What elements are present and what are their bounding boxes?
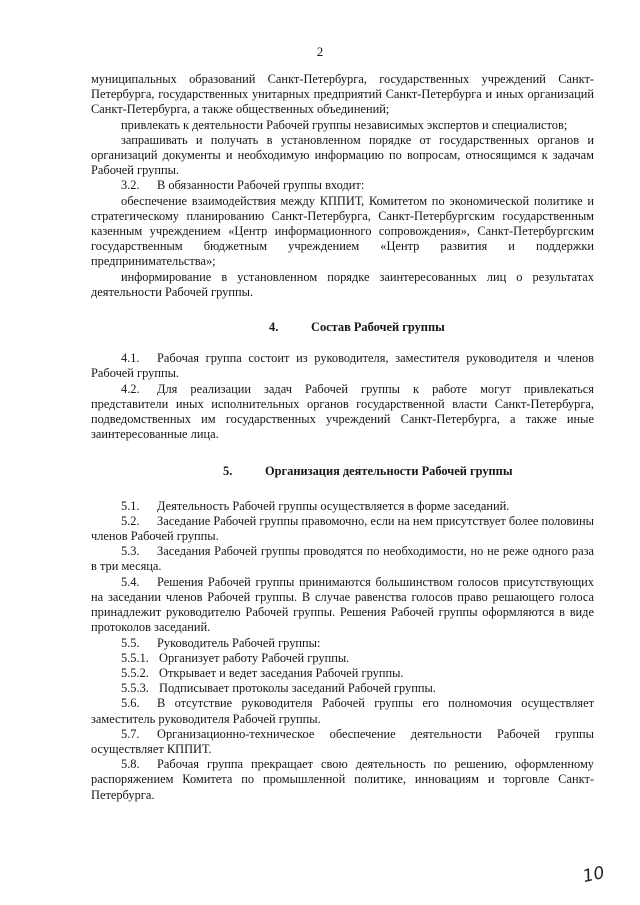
clause-5-5-1 — [91, 651, 594, 666]
section-title: Организация деятельности Рабочей группы — [265, 464, 513, 479]
clause-number: 5.1. — [121, 498, 140, 513]
clause-3-2-item: обеспечение взаимодействия между КППИТ, Комитетом по экономической политике и стратегическому планированию Санкт-Петербурга, Санкт-Петербургским государственным казенным учреждением «Центр информационного сопровождения», Санкт-Петербургским государственным бюджетным учреждением «Центр развития и поддержки предпринимательства»; — [91, 193, 594, 269]
clause-5-5 — [91, 636, 594, 651]
clause-text: Деятельность Рабочей группы осуществляется в форме заседаний. — [157, 498, 510, 513]
clause-text: Заседания Рабочей группы проводятся по необходимости, но не реже одного раза в три месяца. — [91, 544, 594, 574]
clause-number: 5.5.1. — [121, 650, 149, 665]
clause-5-5-3 — [91, 681, 594, 696]
clause-5-3 — [91, 544, 594, 574]
clause-3-2 — [91, 178, 594, 193]
clause-5-6 — [91, 696, 594, 726]
clause-text: Для реализации задач Рабочей группы к работе могут привлекаться представители иных исполнительных органов государственной власти Санкт-Петербурга, подведомственных им государственных учреждений Санкт-Петербурга, а также иные заинтересованные лица. — [91, 381, 594, 442]
section-title: Состав Рабочей группы — [311, 320, 445, 335]
clause-number: 5.3. — [121, 544, 140, 559]
clause-number: 5.4. — [121, 574, 140, 589]
section-number: 5. — [223, 464, 233, 479]
section-number: 4. — [269, 320, 279, 335]
clause-text: Открывает и ведет заседания Рабочей группы. — [159, 665, 404, 680]
paragraph-continuation: муниципальных образований Санкт-Петербурга, государственных учреждений Санкт-Петербурга, государственных унитарных предприятий Санкт-Петербурга и иных организаций Санкт-Петербурга, а также общественных объединений; — [91, 72, 594, 117]
clause-5-4 — [91, 575, 594, 636]
paragraph-request-docs: запрашивать и получать в установленном порядке от государственных органов и организаций документы и необходимую информацию по вопросам, относящимся к задачам Рабочей группы. — [91, 132, 594, 178]
document-body — [91, 72, 594, 803]
section-5-heading — [91, 464, 594, 479]
clause-4-2 — [91, 382, 594, 443]
clause-text: Заседание Рабочей группы правомочно, если на нем присутствует более половины членов Рабочей группы. — [91, 513, 594, 544]
clause-text: Рабочая группа состоит из руководителя, заместителя руководителя и членов Рабочей группы. — [91, 351, 594, 381]
section-4-heading — [91, 320, 594, 335]
clause-4-1 — [91, 351, 594, 381]
clause-5-5-2 — [91, 666, 594, 681]
clause-5-2 — [91, 514, 594, 544]
clause-3-2-item: информирование в установленном порядке заинтересованных лиц о результатах деятельности Рабочей группы. — [91, 269, 594, 299]
clause-number: 5.5. — [121, 635, 140, 650]
clause-5-8 — [91, 757, 594, 803]
clause-text: Рабочая группа прекращает свою деятельность по решению, оформленному распоряжением Комитета по промышленной политике, инновациям и торговле Санкт-Петербурга. — [91, 757, 594, 802]
handwritten-page-mark: 10 — [581, 862, 607, 888]
clause-number: 5.7. — [121, 726, 140, 741]
clause-text: Решения Рабочей группы принимаются большинством голосов присутствующих на заседании членов Рабочей группы. В случае равенства голосов право решающего голоса принадлежит руководителю Рабочей группы. Решения Рабочей группы оформляются в виде протоколов заседаний. — [91, 574, 594, 635]
clause-number: 5.2. — [121, 513, 140, 528]
clause-5-7 — [91, 727, 594, 757]
clause-text: Руководитель Рабочей группы: — [157, 635, 321, 650]
clause-text: Организует работу Рабочей группы. — [159, 650, 350, 665]
clause-number: 5.8. — [121, 757, 140, 772]
clause-text: Организационно-техническое обеспечение деятельности Рабочей группы осуществляет КППИТ. — [91, 726, 594, 756]
clause-5-1 — [91, 499, 594, 514]
clause-number: 4.2. — [121, 381, 140, 396]
clause-number: 3.2. — [121, 178, 140, 193]
clause-text: В отсутствие руководителя Рабочей группы его полномочия осуществляет заместитель руководителя Рабочей группы. — [91, 696, 594, 726]
paragraph-experts: привлекать к деятельности Рабочей группы независимых экспертов и специалистов; — [121, 117, 568, 132]
clause-text: В обязанности Рабочей группы входит: — [157, 178, 365, 193]
clause-number: 5.6. — [121, 696, 140, 711]
clause-text: Подписывает протоколы заседаний Рабочей группы. — [159, 681, 436, 696]
clause-number: 4.1. — [121, 351, 140, 366]
clause-number: 5.5.2. — [121, 665, 149, 680]
page-number: 2 — [316, 44, 324, 59]
clause-number: 5.5.3. — [121, 681, 149, 696]
